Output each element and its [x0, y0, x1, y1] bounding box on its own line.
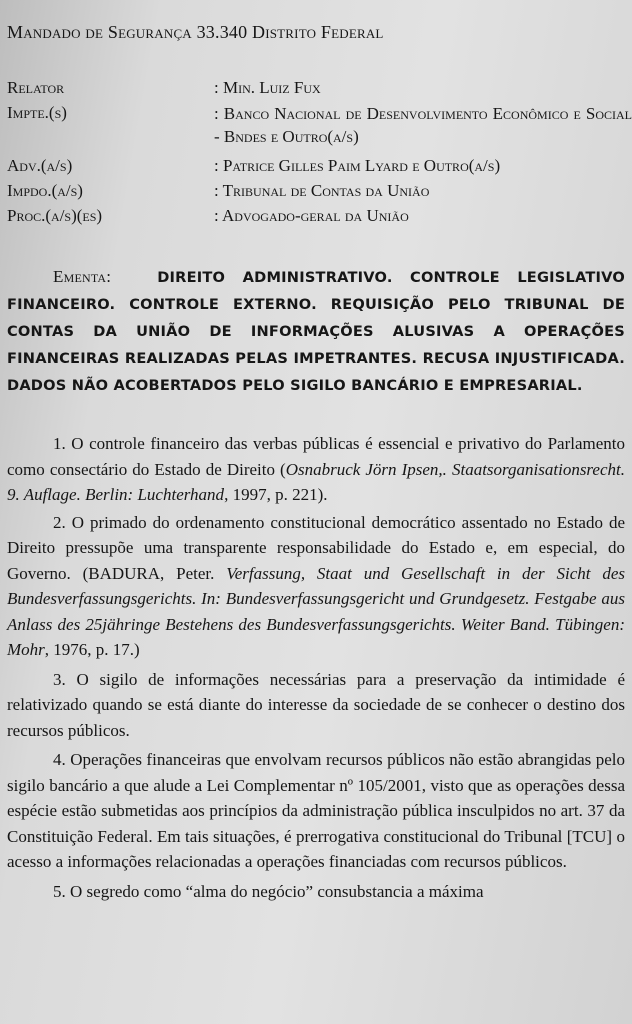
meta-row-impetrante — [7, 102, 632, 146]
item-1-text: 1. O controle financeiro das verbas públicas é essencial e privativo do Parlamento como consectário do Estado de Direito ( — [7, 434, 625, 479]
meta-value-advogado: : Patrice Gilles Paim Lyard e Outro(a/s) — [214, 156, 501, 175]
item-2 — [7, 510, 625, 663]
meta-label-relator: Relator — [7, 78, 65, 97]
item-2-citation: Verfassung, Staat und Gesellschaft in der Sicht des Bundesverfassungsgerichts. In: Bundesverfassungsgericht und Grundgesetz. Festgabe aus Anlass des 25jähringe Bestehens des Bundesverfassungsgerichts. Weiter Band. Tübingen: Mohr — [7, 563, 625, 659]
meta-label-advogado: Adv.(a/s) — [7, 156, 73, 175]
item-5: 5. O segredo como “alma do negócio” consubstancia a máxima — [53, 881, 484, 901]
meta-label-impetrado: Impdo.(a/s) — [7, 181, 83, 200]
item-3: 3. O sigilo de informações necessárias para a preservação da intimidade é relativizado quando se está diante do interesse da sociedade de se conhecer o destino dos recursos públicos. — [7, 669, 625, 740]
meta-value-impetrante: : Banco Nacional de Desenvolvimento Econômico e Social - Bndes e Outro(a/s) — [214, 104, 632, 146]
ementa-text: DIREITO ADMINISTRATIVO. CONTROLE LEGISLATIVO FINANCEIRO. CONTROLE EXTERNO. REQUISIÇÃO PELO TRIBUNAL DE CONTAS DA UNIÃO DE INFORMAÇÕES ALUSIVAS A OPERAÇÕES FINANCEIRAS REALIZADAS PELAS IMPETRANTES. RECUSA INJUSTIFICADA. DADOS NÃO ACOBERTADOS PELO SIGILO BANCÁRIO E EMPRESARIAL. — [7, 269, 625, 394]
item-1-citation-end: , 1997, p. 221). — [224, 485, 328, 504]
meta-label-impetrante: Impte.(s) — [7, 103, 67, 122]
item-2-citation-end: , 1976, p. 17.) — [44, 640, 140, 659]
meta-value-relator: : Min. Luiz Fux — [214, 78, 321, 97]
meta-value-procurador: : Advogado-geral da União — [214, 206, 409, 225]
case-title: Mandado de Segurança 33.340 Distrito Federal — [7, 22, 384, 42]
meta-value-impetrado: : Tribunal de Contas da União — [214, 181, 430, 200]
item-1 — [7, 431, 625, 508]
ementa-items — [7, 431, 625, 906]
ementa-block — [7, 263, 625, 399]
meta-row-procurador — [7, 205, 632, 226]
item-2-text: 2. O primado do ordenamento constitucional democrático assentado no Estado de Direito pressupõe uma transparente responsabilidade do Estado e, em especial, do Governo. (BADURA, Peter. — [7, 512, 625, 583]
meta-row-impetrado — [7, 180, 632, 201]
item-4: 4. Operações financeiras que envolvam recursos públicos não estão abrangidas pelo sigilo bancário a que alude a Lei Complementar nº 105/2001, visto que as operações dessa espécie estão submetidas aos princípios da administração pública insculpidos no art. 37 da Constituição Federal. Em tais situações, é prerrogativa constitucional do Tribunal [TCU] o acesso a informações relacionadas a operações financiadas com recursos públicos. — [7, 750, 625, 871]
meta-label-procurador: Proc.(a/s)(es) — [7, 206, 103, 225]
meta-row-relator — [7, 77, 632, 98]
item-1-citation: Osnabruck Jörn Ipsen,. Staatsorganisationsrecht. 9. Auflage. Berlin: Luchterhand — [7, 459, 625, 504]
meta-row-advogado — [7, 155, 632, 176]
ementa-label: Ementa: — [53, 267, 112, 286]
